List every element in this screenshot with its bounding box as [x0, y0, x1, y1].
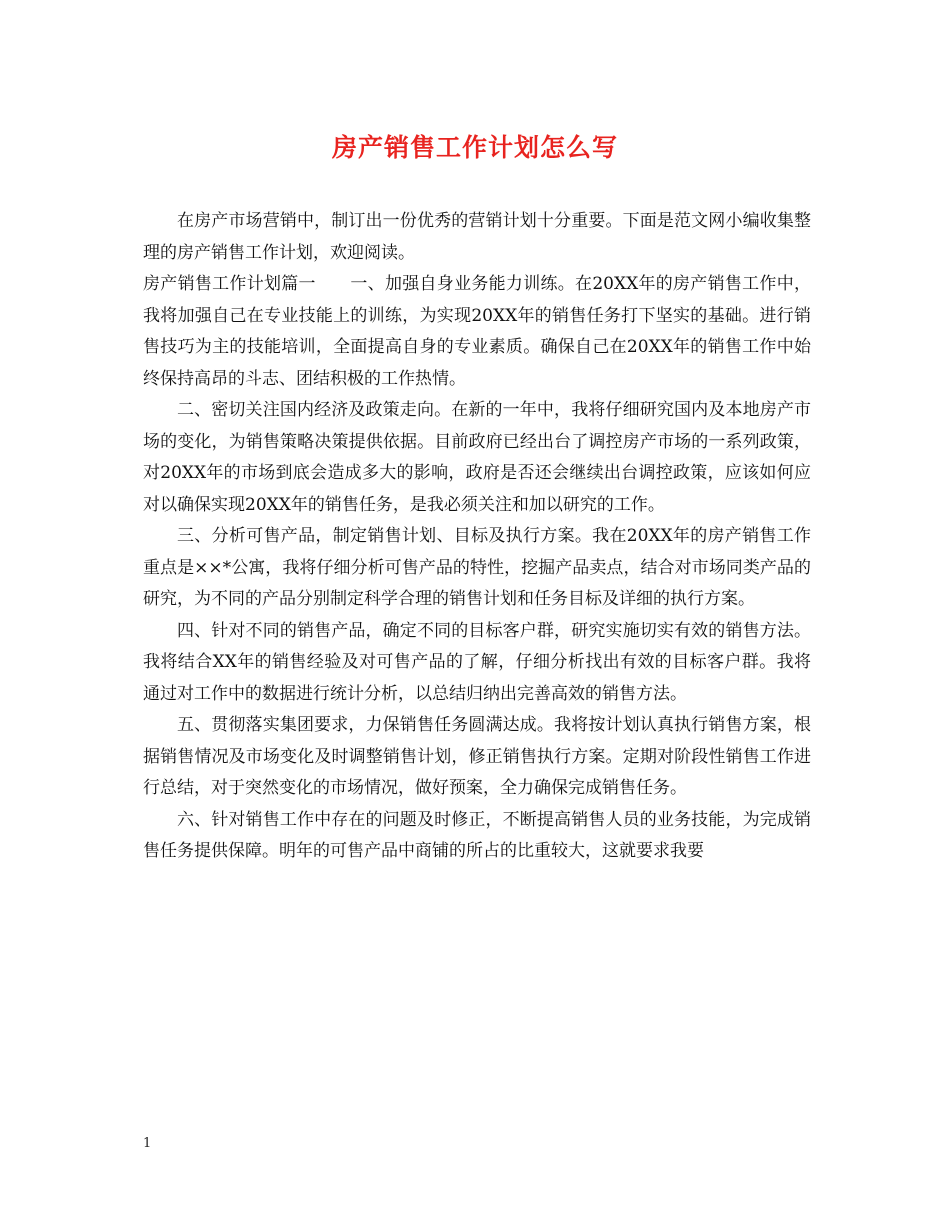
- document-title: 房产销售工作计划怎么写: [331, 133, 618, 162]
- document-body: [143, 206, 811, 868]
- page-number: 1: [143, 1136, 152, 1151]
- paragraph-section-4: 四、针对不同的销售产品，确定不同的目标客户群，研究实施切实有效的销售方法。我将结合XX年的销售经验及对可售产品的了解，仔细分析找出有效的目标客户群。我将通过对工作中的数据进行统计分析，以总结归纳出完善高效的销售方法。: [143, 620, 811, 704]
- paragraph-section-3: 三、分析可售产品，制定销售计划、目标及执行方案。我在20XX年的房产销售工作重点是××*公寓，我将仔细分析可售产品的特性，挖掘产品卖点，结合对市场同类产品的研究，为不同的产品分别制定科学合理的销售计划和任务目标及详细的执行方案。: [143, 526, 811, 609]
- paragraph-intro: 在房产市场营销中，制订出一份优秀的营销计划十分重要。下面是范文网小编收集整理的房产销售工作计划，欢迎阅读。: [143, 211, 811, 263]
- paragraph-section-5: 五、贯彻落实集团要求，力保销售任务圆满达成。我将按计划认真执行销售方案，根据销售情况及市场变化及时调整销售计划，修正销售执行方案。定期对阶段性销售工作进行总结，对于突然变化的市场情况，做好预案，全力确保完成销售任务。: [143, 715, 811, 798]
- paragraph-section-1: 房产销售工作计划篇一 一、加强自身业务能力训练。在20XX年的房产销售工作中，我将加强自己在专业技能上的训练，为实现20XX年的销售任务打下坚实的基础。进行销售技巧为主的技能培训，全面提高自身的专业素质。确保自己在20XX年的销售工作中始终保持高昂的斗志、团结积极的工作热情。: [143, 274, 811, 389]
- paragraph-section-2: 二、密切关注国内经济及政策走向。在新的一年中，我将仔细研究国内及本地房产市场的变化，为销售策略决策提供依据。目前政府已经出台了调控房产市场的一系列政策，对20XX年的市场到底会造成多大的影响，政府是否还会继续出台调控政策，应该如何应对以确保实现20XX年的销售任务，是我必须关注和加以研究的工作。: [143, 400, 811, 515]
- paragraph-section-6: 六、针对销售工作中存在的问题及时修正，不断提高销售人员的业务技能，为完成销售任务提供保障。明年的可售产品中商铺的所占的比重较大，这就要求我要: [143, 809, 811, 861]
